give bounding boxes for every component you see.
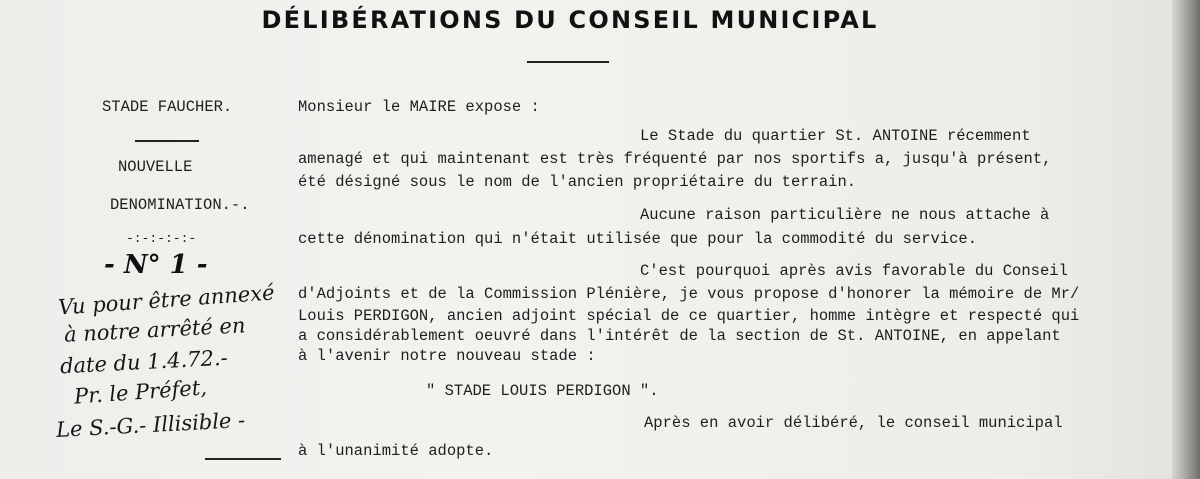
handwritten-signature-line: Le S.-G.- Illisible - bbox=[55, 408, 246, 442]
p3-line1: C'est pourquoi après avis favorable du Conseil bbox=[640, 262, 1068, 280]
p4-line2: à l'unanimité adopte. bbox=[298, 442, 494, 460]
p1-line2: amenagé et qui maintenant est très fréquenté par nos sportifs a, jusqu'à présent, bbox=[298, 150, 1052, 168]
margin-rule-top bbox=[135, 140, 199, 142]
document-title: DÉLIBÉRATIONS DU CONSEIL MUNICIPAL bbox=[261, 6, 879, 34]
handwritten-note-line1: Vu pour être annexé bbox=[57, 280, 276, 320]
p2-line2: cette dénomination qui n'était utilisée que pour la commodité du service. bbox=[298, 230, 978, 248]
handwritten-note-line4: Pr. le Préfet, bbox=[73, 375, 208, 409]
p3-line5: à l'avenir notre nouveau stade : bbox=[298, 347, 596, 365]
p4-line1: Après en avoir délibéré, le conseil municipal bbox=[644, 414, 1063, 432]
page-edge-shadow bbox=[1172, 0, 1200, 479]
deliberation-number: - N° 1 - bbox=[104, 250, 208, 280]
margin-rule-bottom bbox=[205, 458, 281, 460]
margin-label-line2: DENOMINATION.-. bbox=[110, 196, 250, 214]
p2-line1: Aucune raison particulière ne nous attache à bbox=[640, 206, 1050, 224]
handwritten-note-line3: date du 1.4.72.- bbox=[59, 345, 229, 379]
margin-label-line1: NOUVELLE bbox=[118, 158, 193, 176]
intro-line: Monsieur le MAIRE expose : bbox=[298, 98, 540, 116]
handwritten-note-line2: à notre arrêté en bbox=[63, 313, 246, 347]
stadium-name: " STADE LOUIS PERDIGON ". bbox=[426, 382, 659, 400]
title-underline bbox=[527, 61, 609, 63]
margin-ornament: -:-:-:-:- bbox=[126, 231, 197, 246]
p1-line3: été désigné sous le nom de l'ancien propriétaire du terrain. bbox=[298, 173, 857, 191]
p3-line3: Louis PERDIGON, ancien adjoint spécial de ce quartier, homme intègre et respecté qui bbox=[298, 307, 1080, 325]
p3-line2: d'Adjoints et de la Commission Plénière, je vous propose d'honorer la mémoire de Mr/ bbox=[298, 285, 1080, 303]
p3-line4: a considérablement oeuvré dans l'intérêt de la section de St. ANTOINE, en appelant bbox=[298, 327, 1061, 345]
p1-line1: Le Stade du quartier St. ANTOINE récemment bbox=[640, 127, 1031, 145]
margin-subject: STADE FAUCHER. bbox=[102, 98, 233, 116]
